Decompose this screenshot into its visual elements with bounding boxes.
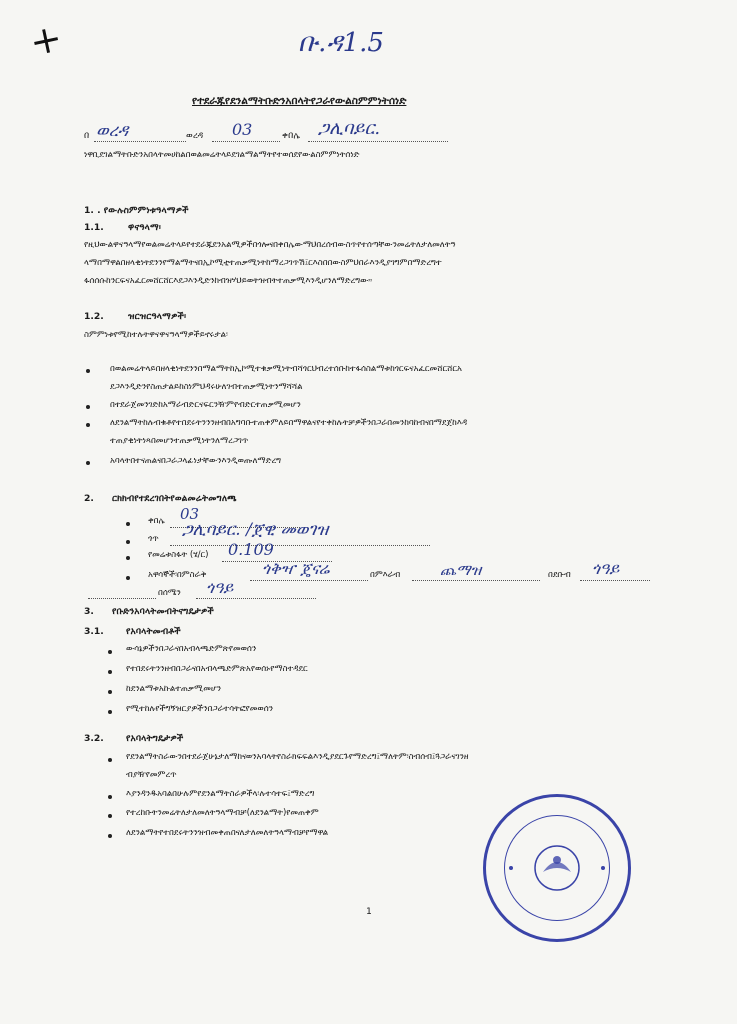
bullet-dot [126,556,130,560]
land-field-label: የመሬቱስፋት (ሄ/ር) [148,550,209,560]
bullet-dot [108,814,112,818]
objective-item: በተደራጀመንገድከአማራብድርናፍርንዥምየብድርተጠቃሚመሆን [110,400,301,410]
stamp-emblem-icon [483,794,631,942]
west-value: ጨማዝ [440,561,482,579]
land-field-label: ጎጥ [148,534,159,544]
intro-text: ነዋቢደገልማትቡድንአበላትመሀከልበወልመሬትላይደገልማልማትየተወሰደየውልስምምነትሰነድ [84,150,360,160]
intro-label-1: በ [84,130,90,141]
bullet-dot [86,369,90,373]
bullet-dot [108,834,112,838]
intro-woreda-value: ወረዳ [96,121,129,141]
intro-kebele-name: ጋሊባይር. [318,118,381,139]
section3-1-title: የአባላትመብቶች [126,626,181,637]
bullet-dot [86,423,90,427]
section3-number: 3. [84,606,94,617]
document-title: የተደራጁየደንልማትቡድንአበላትየጋራየውልስምምነትሰነድ [192,95,407,107]
land-field-value: 03 [180,505,200,523]
section1-2-number: 1.2. [84,311,104,322]
section1-1-number: 1.1. [84,222,104,233]
duties-item: ብያዥየመምረጥ [126,770,177,780]
objective-item: ለደንልማትከሉብቁቶየተበደሩትንንንዘብበአግባቡተጠቀምለይበማዋልናየተቀከሉትቻዎችንበጋራበመንከባከብናበማደጀከእዳ [110,418,468,428]
bullet-dot [126,540,130,544]
bullet-dot [86,405,90,409]
bullet-dot [126,576,130,580]
intro-label-2: ወረዳ [186,130,204,141]
west-label: በምእራብ [370,570,401,580]
bullet-dot [108,650,112,654]
south-label: በደቡብ [548,570,571,580]
duties-item: የተረከቡትንመሬትለታለመለትዓላማብቻ(ለደንልማት)የመጠቀም [126,808,319,818]
rights-item: ከደንልማቱአኩልተጠቃሚመሆን [126,684,222,694]
official-stamp [483,794,631,942]
section1-2-title: ዝርዝርዓላማዎች፡ [128,311,187,322]
rights-item: ውሳኔዎችንበጋራናበአብላጫድምጽየመወሰን [126,644,257,654]
land-field-label: አዋሳኞች፡በምስራቅ [148,570,207,580]
section3-1-number: 3.1. [84,626,104,637]
land-field-value: ጎቅዣ ጄናሬ [262,559,330,578]
intro-kebele-number: 03 [232,120,253,139]
section1-1-line: የዚህውልዋናዓላማየወልመሬትላይየተደራጁደንአልሚዎችበጎሎናበቀበሌውማህበረሰብውስጥየተሰጣቸውንመሬትለታለመለትዓ [84,240,456,250]
bullet-dot [108,795,112,799]
section1-1-title: ዋናዓላማ፡ [128,222,161,233]
duties-item: እያንዳንዱአባልበሁሉምየደንልማትስራዎችላ፡ሉተሳተፍ፤ማድረግ [126,789,315,799]
bullet-dot [108,710,112,714]
section3-2-title: የአባላትግዴታዎች [126,733,184,744]
objective-item: አባላትበተናጠልናበጋራጋላፊነታቸውንእንዲወጡለማድረግ [110,456,282,466]
section1-heading: 1. . የውሉስምምነቱዓላማዎች [84,205,189,216]
north-label: በሰሜን [158,588,181,598]
objective-item: ተጠያቂነትነጻበመሆንተጠቃሚነትንለማረጋገጥ [110,436,249,446]
south-value: ጎዓይ [592,559,620,578]
section1-2-intro: ስምምነቱየሚከተሉትዋናዋናዓላማዎችይኖሩታል፡ [84,330,228,340]
section2-number: 2. [84,493,94,504]
section3-heading: የቡድንአባላትመብትናግዴታዎች [112,606,214,617]
objective-item: በወልመሬትላይበዘላቂነትደንንበማልማትከኢኮሚተቁቃሚነትብሻጎርህብረተሰቡከተፋሰስልማቱከጎርፍናአፈርመሸርሸርአ [110,364,462,374]
bullet-dot [108,670,112,674]
section1-1-line: ፋሰሰሱከንርፍናአፈርመሸርሸርእደጋእንዲድንከብዝሃህይወትዝብትተጠቃሚእንዲሆንለማድረግው። [84,276,373,286]
corner-mark: + [25,15,67,65]
section2-heading: ርክክብየተደረገበትየወልመሬትመግለጫ [112,493,237,504]
objective-item: ደጋእንዲድንየስጠታልይከስነምህዳሩሁለገብተጠቃሚነትንማሻሻል [110,382,303,392]
rights-item: የሚተከሉየችግኝዝርያዎችንበጋራተሳትፎየመወሰን [126,704,274,714]
duties-item: ለደንልማትየተበደሩትንንዝብመቀጠበናለታለመለትዓላማብቻየማዋል [126,828,329,838]
bullet-dot [126,522,130,526]
bullet-dot [108,758,112,762]
duties-item: የደንልማትስራውንበተደራጀሁኔታለማከናወንአባላትየስራክፍፍልእንዲያደርጉየማድረግ፤ማለትም፡ስብሰብ፤ጓጋራናገንዘ [126,752,469,762]
north-value: ጎዓይ [206,578,234,597]
land-field-value: ጋሊባይር. /ጀዊ መወገዝ [182,520,329,540]
land-field-label: ቀበሌ [148,516,165,526]
section3-2-number: 3.2. [84,733,104,744]
page-number: 1 [366,906,372,917]
section1-1-line: ላማበማዋልበዘላቂነትደንንየማልማትናበኢኮሚቲተጠቃሚነትከማረጋገጥሽ፤ርእስበበውስምህበራእንዲያገግምበማድረግተ [84,258,442,268]
intro-label-3: ቀበሌ [282,130,301,141]
rights-item: የተበደሩትንንዘብበጋራናበአብላጫድምጽአየወሰኑየማስተዳደር [126,664,308,674]
land-field-value: 0.109 [228,540,274,559]
bullet-dot [108,690,112,694]
page-reference: ቡ.ዳ1.5 [298,28,384,58]
bullet-dot [86,461,90,465]
